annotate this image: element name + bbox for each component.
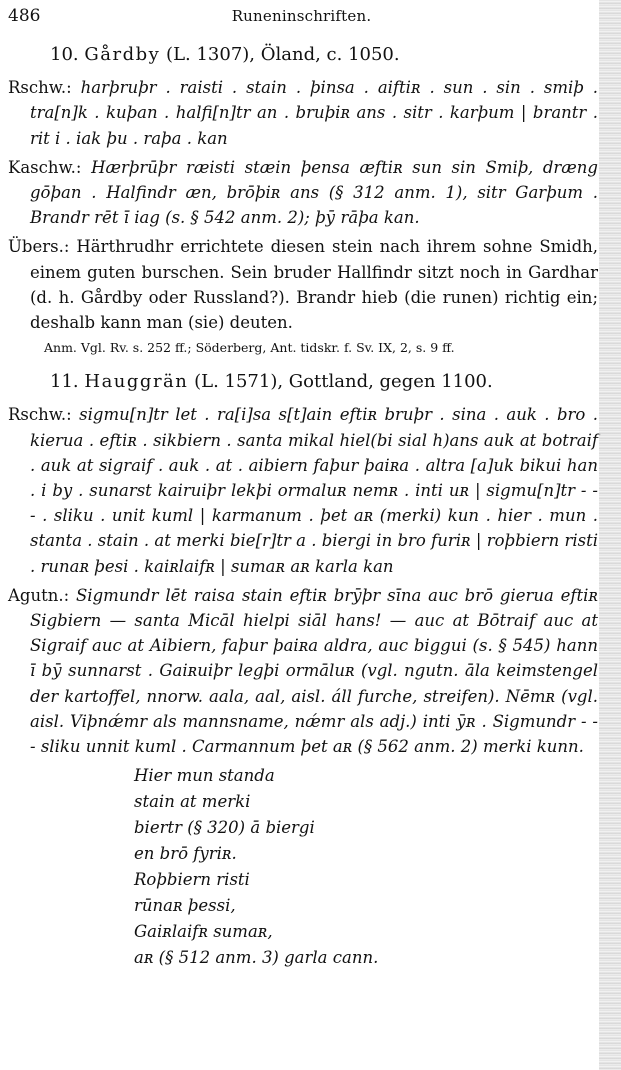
verse-line: aʀ (§ 512 anm. 3) garla cann. bbox=[134, 948, 379, 968]
verse-line: rūnaʀ þessi, bbox=[134, 896, 236, 916]
section-10-note: Anm. Vgl. Rv. s. 252 ff.; Söderberg, Ant. tidskr. f. Sv. IX, 2, s. 9 ff. bbox=[44, 340, 455, 356]
running-head: Runeninschriften. bbox=[231, 7, 372, 25]
section-11-rschw bbox=[8, 402, 598, 578]
kaschw-label: Kaschw.: bbox=[8, 157, 82, 177]
section-11-number: 11. bbox=[50, 371, 79, 393]
section-10-rschw bbox=[8, 75, 598, 151]
page-number: 486 bbox=[8, 6, 41, 26]
section-10-name: Gårdby bbox=[84, 44, 161, 65]
verse-line: Roþbiern risti bbox=[134, 870, 250, 890]
verse-line: Hier mun standa bbox=[134, 766, 275, 786]
rschw-transliteration: harþruþr . raisti . stain . þinsa . aiftiʀ . sun . sin . smiþ . tra[n]k . kuþan . halfi[n]tr an . bruþiʀ ans . sitr . karþum | brantr . rit i . iak þu . raþa . kan bbox=[30, 78, 598, 148]
verse-line: biertr (§ 320) ā biergi bbox=[134, 818, 315, 838]
verse-line: Gaiʀlaifʀ sumaʀ, bbox=[134, 922, 273, 942]
rschw-label: Rschw.: bbox=[8, 405, 72, 425]
section-10-details: (L. 1307), Öland, c. 1050. bbox=[166, 44, 400, 65]
translation-text: Härthrudhr errichtete diesen stein nach ihrem sohne Smidh, einem guten burschen. Sein bruder Hallfindr sitzt noch in Gardhar (d. h. Gårdby oder Russland?). Brandr hieb (die runen) richtig ein; deshalb kann man (sie) deuten. bbox=[30, 237, 598, 333]
verse-line: stain at merki bbox=[134, 792, 251, 812]
section-10-kaschw bbox=[8, 155, 598, 231]
agutn-label: Agutn.: bbox=[8, 585, 70, 605]
section-10-translation bbox=[8, 234, 598, 335]
section-11-details: (L. 1571), Gottland, gegen 1100. bbox=[194, 371, 493, 393]
section-10-number: 10. bbox=[50, 44, 79, 65]
uebers-label: Übers.: bbox=[8, 237, 70, 257]
section-11-title bbox=[8, 369, 598, 394]
verse-line: en brō fyriʀ. bbox=[134, 844, 237, 864]
section-11-name: Hauggrän bbox=[84, 371, 189, 393]
rschw-transliteration: sigmu[n]tr let . ra[i]sa s[t]ain eftiʀ bruþr . sina . auk . bro . kierua . eftiʀ . sikbiern . santa mikal hiel(bi sial h)ans auk at botraif . auk at sigraif . auk . at . aibiern faþur þaiʀa . altra [a]uk bikui han . i by . sunarst kairuiþr lekþi ormaluʀ nemʀ . inti uʀ | sigmu[n]tr - - - . sliku . unit kuml | karmanum . þet aʀ (merki) kun . hier . mun . stanta . stain . at merki bie[r]tr a . biergi in bro furiʀ | roþbiern risti . runaʀ þesi . kaiʀlaifʀ | sumaʀ aʀ karla kan bbox=[30, 405, 598, 576]
verse-block bbox=[8, 763, 598, 971]
page-content bbox=[8, 38, 598, 971]
rschw-label: Rschw.: bbox=[8, 78, 72, 98]
section-10-title bbox=[8, 42, 598, 67]
scanned-page-edge bbox=[599, 0, 621, 1070]
section-11-agutn bbox=[8, 583, 598, 759]
kaschw-normalized: Hærþrūþr ræisti stæin þensa æftiʀ sun sin Smiþ, dræng gōþan . Halfindr æn, brōþiʀ ans (§ 312 anm. 1), sitr Garþum . Brandr rēt ī iag (s. § 542 anm. 2); þӯ rāþa kan. bbox=[30, 157, 598, 228]
page-header bbox=[8, 6, 595, 28]
agutn-normalized: Sigmundr lēt raisa stain eftiʀ brӯþr sīna auc brō gierua eftiʀ Sigbiern — santa Micāl hielpi siāl hans! — auc at Bōtraif auc at Sigraif auc at Aibiern, faþur þaiʀa aldra, auc biggui (s. § 545) hann ī bӯ sunnarst . Gaiʀuiþr legþi ormāluʀ (vgl. ngutn. āla keimstengel der kartoffel, nnorw. aala, aal, aisl. áll furche, streifen). Nēmʀ (vgl. aisl. Viþnǽmr als mannsname, nǽmr als adj.) inti ӯʀ . Sigmundr - - - sliku unnit kuml . Carmannum þet aʀ (§ 562 anm. 2) merki kunn. bbox=[30, 585, 598, 757]
